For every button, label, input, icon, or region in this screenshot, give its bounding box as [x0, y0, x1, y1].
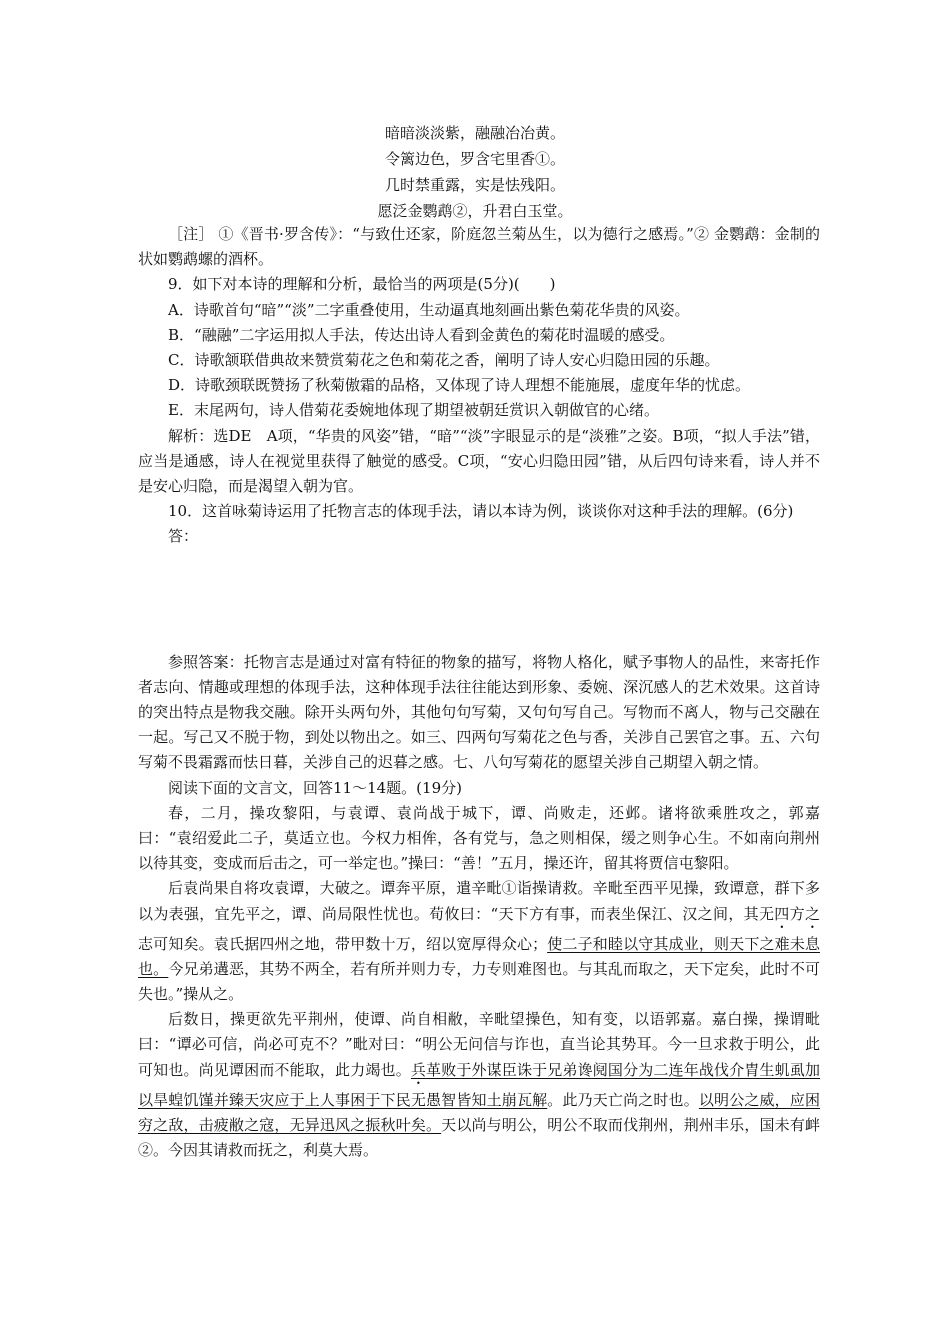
option-d: D．诗歌颈联既赞扬了秋菊傲霜的品格，又体现了诗人理想不能施展，虚度年华的忧虑。: [168, 376, 751, 395]
option-b: B．“融融”二字运用拟人手法，传达出诗人看到金黄色的菊花时温暖的感受。: [168, 325, 675, 344]
reading-intro: 阅读下面的文言文，回答11～14题。(19分): [168, 778, 462, 797]
option-a: A．诗歌首句“暗”“淡”二字重叠使用，生动逼真地刻画出紫色菊花华贵的风姿。: [168, 300, 690, 319]
option-c: C．诗歌颔联借典故来赞赏菊花之色和菊花之香，阐明了诗人安心归隐田园的乐趣。: [168, 351, 720, 370]
underlined-sentence: 使二子和睦以守其成业，则天下之难未息也。: [138, 934, 820, 978]
question-10-reference-answer: 参照答案：托物言志是通过对富有特征的物象的描写，将物人格化，赋予事物人的品性，来寄托作者志向、情趣或理想的体现手法，这种体现手法往往能达到形象、委婉、深沉感人的艺术效果。这首诗的突出特点是物我交融。除开头两句外，其他句句写菊，又句句写自己。写物而不离人，物与己交融在一起。写己又不脱于物，到处以物出之。如三、四两句写菊花之色与香，关涉自己罢官之事。五、六句写菊不畏霜露而怯日暮，关涉自己的迟暮之感。七、八句写菊花的愿望关涉自己期望入朝之情。: [138, 652, 820, 772]
emphasis-dot: 兵: [410, 1060, 427, 1079]
question-block: [138, 222, 820, 1163]
poem-note: ［注］ ①《晋书·罗含传》：“与致仕还家，阶庭忽兰菊丛生，以为德行之感焉。”② 金鹦鹉：金制的状如鹦鹉螺的酒杯。: [138, 225, 820, 269]
poem: [0, 120, 950, 224]
classical-text-paragraph-2: 后袁尚果自将攻袁谭，大破之。谭奔平原，遣辛毗①诣操请救。辛毗至西平见操，致谭意，群下多以为表强，宜先平之，谭、尚局限性忧也。荀攸曰：“天下方有事，而表坐保江、汉之间，其无四方之志可知矣。袁氏据四州之地，带甲数十万，绍以宽厚得众心；使二子和睦以守其成业，则天下之难未息也。今兄弟遘恶，其势不两全，若有所并则力专，力专则难图也。与其乱而取之，天下定矣，此时不可失也。”操从之。: [138, 879, 820, 1004]
question-9-analysis: 解析：选DE A项，“华贵的风姿”错，“暗”“淡”字眼显示的是“淡雅”之姿。B项，“拟人手法”错，应当是通感，诗人在视觉里获得了触觉的感受。C项，“安心归隐田园”错，从后四句诗来看，诗人并不是安心归隐，而是渴望入朝为官。: [138, 426, 820, 496]
answer-space: [138, 550, 820, 650]
poem-line: 几时禁重露，实是怯残阳。: [384, 176, 565, 194]
poem-line: 暗暗淡淡紫，融融冶冶黄。: [384, 124, 565, 142]
emphasis-dot: 四: [774, 904, 790, 923]
question-9-stem: 9．如下对本诗的理解和分析，最恰当的两项是(5分)( ): [168, 275, 556, 294]
classical-text-paragraph-1: 春，二月，操攻黎阳，与袁谭、袁尚战于城下，谭、尚败走，还邺。诸将欲乘胜攻之，郭嘉曰：“袁绍爱此二子，莫适立也。今权力相侔，各有党与，急之则相保，缓之则争心生。不如南向荆州以待其变，变成而后击之，可一举定也。”操曰：“善！”五月，操还许，留其将贾信屯黎阳。: [138, 803, 820, 873]
poem-line: 愿泛金鹦鹉②，升君白玉堂。: [377, 202, 573, 220]
underlined-passage: 兵革败于外谋臣诛于兄弟谗阋国分为二连年战伐介胄生虮虱加以旱蝗饥馑并臻天灾应于上人事困于下民无愚智皆知土崩瓦解: [138, 1060, 820, 1109]
emphasis-dot: 之: [804, 904, 820, 923]
question-10-stem: 10．这首咏菊诗运用了托物言志的体现手法，请以本诗为例，谈谈你对这种手法的理解。(6分): [168, 502, 794, 521]
option-e: E．末尾两句，诗人借菊花委婉地体现了期望被朝廷赏识入朝做官的心绪。: [168, 401, 659, 420]
underlined-sentence: 以明公之威，应困穷之敌，击疲敝之寇，无异迅风之振秋叶矣。: [138, 1090, 820, 1134]
classical-text-paragraph-3: 后数日，操更欲先平荆州，使谭、尚自相敝，辛毗望操色，知有变，以语郭嘉。嘉白操，操谓毗曰：“谭必可信，尚必可克不？”毗对曰：“明公无问信与诈也，直当论其势耳。今一旦求救于明公，此可知也。尚见谭困而不能取，此力竭也。兵革败于外谋臣诛于兄弟谗阋国分为二连年战伐介胄生虮虱加以旱蝗饥馑并臻天灾应于上人事困于下民无愚智皆知土崩瓦解。此乃天亡尚之时也。以明公之威，应困穷之敌，击疲敝之寇，无异迅风之振秋叶矣。天以尚与明公，明公不取而伐荆州，荆州丰乐，国未有衅②。今因其请救而抚之，利莫大焉。: [138, 1010, 820, 1160]
poem-line: 令篱边色，罗含宅里香①。: [384, 150, 565, 168]
answer-label: 答：: [168, 527, 199, 546]
